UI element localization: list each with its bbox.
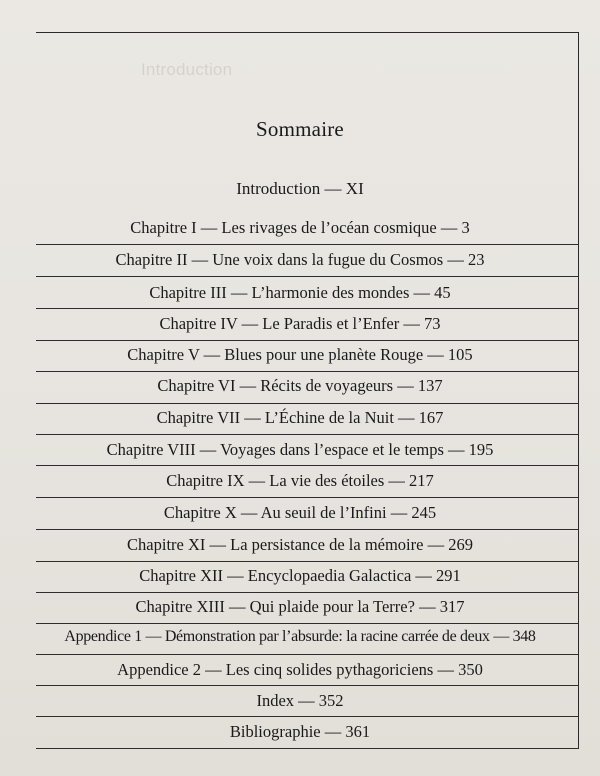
toc-entry: Chapitre XI — La persistance de la mémoire — 269 <box>127 535 473 554</box>
divider <box>36 561 579 562</box>
frame-top-rule <box>36 32 579 33</box>
divider <box>36 371 579 372</box>
divider <box>36 403 579 404</box>
toc-entry: Appendice 1 — Démonstration par l’absurde: la racine carrée de deux — 348 <box>64 628 536 645</box>
toc-entry: Chapitre I — Les rivages de l’océan cosmique — 3 <box>130 218 470 237</box>
divider <box>36 623 579 624</box>
divider <box>36 716 579 717</box>
divider <box>36 654 579 655</box>
divider <box>36 497 579 498</box>
divider <box>36 685 579 686</box>
toc-entry: Chapitre XIII — Qui plaide pour la Terre? — 317 <box>135 597 465 616</box>
divider <box>36 465 579 466</box>
toc-entry: Chapitre IV — Le Paradis et l’Enfer — 73 <box>159 314 441 333</box>
toc-entry-introduction: Introduction — XI <box>236 179 364 198</box>
toc-entry: Chapitre IX — La vie des étoiles — 217 <box>166 471 434 490</box>
divider <box>36 276 579 277</box>
toc-entry: Chapitre XII — Encyclopaedia Galactica — 291 <box>139 566 461 585</box>
divider <box>36 748 579 749</box>
toc-entry: Chapitre VII — L’Échine de la Nuit — 167 <box>156 408 444 427</box>
divider <box>36 244 579 245</box>
page-title: Sommaire <box>256 117 344 141</box>
toc-entry: Bibliographie — 361 <box>229 722 371 741</box>
toc-entry: Index — 352 <box>256 691 344 710</box>
toc-entry: Chapitre VIII — Voyages dans l’espace et le temps — 195 <box>106 440 494 459</box>
toc-entry: Chapitre VI — Récits de voyageurs — 137 <box>157 376 443 395</box>
divider <box>36 529 579 530</box>
divider <box>36 340 579 341</box>
divider <box>36 308 579 309</box>
divider <box>36 434 579 435</box>
toc-entry: Appendice 2 — Les cinq solides pythagoriciens — 350 <box>117 660 483 679</box>
toc-entry: Chapitre II — Une voix dans la fugue du Cosmos — 23 <box>115 250 485 269</box>
toc-entry: Chapitre X — Au seuil de l’Infini — 245 <box>163 503 437 522</box>
bleed-through-heading: Introduction <box>141 60 233 79</box>
divider <box>36 592 579 593</box>
toc-entry: Chapitre III — L’harmonie des mondes — 45 <box>149 283 451 302</box>
toc-entry: Chapitre V — Blues pour une planète Rouge — 105 <box>127 345 473 364</box>
